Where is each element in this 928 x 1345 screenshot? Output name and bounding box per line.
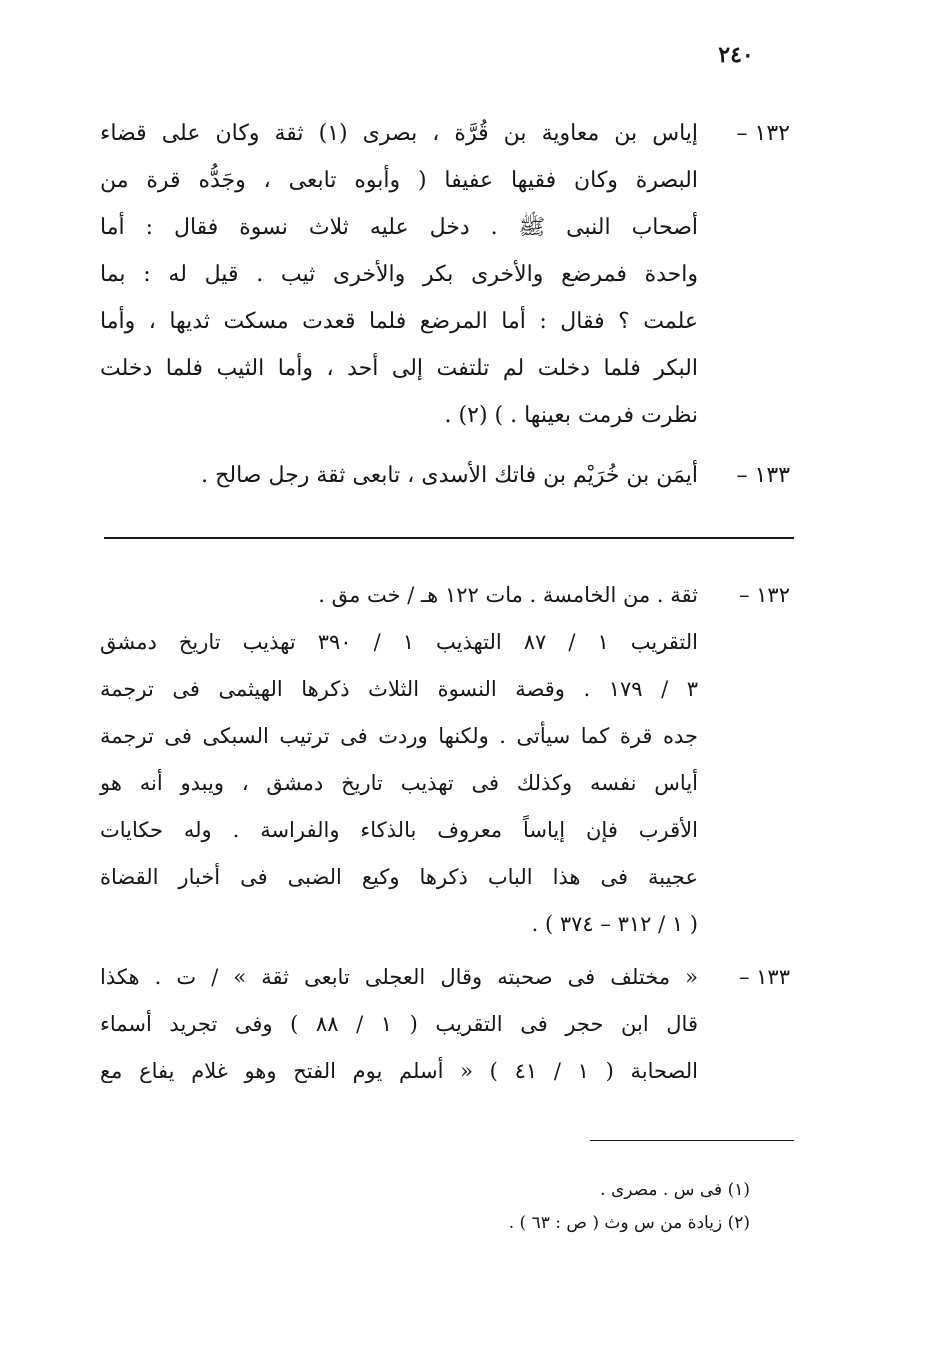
note-number: ١٣٢ – <box>738 583 790 607</box>
note-line: التقريب ١ / ٨٧ التهذيب ١ / ٣٩٠ تهذيب تاريخ دمشق <box>100 630 699 654</box>
note-number: ١٣٣ – <box>738 965 790 989</box>
footnote-2: (٢) زيادة من س وث ( ص : ٦٣ ) . <box>508 1213 750 1233</box>
note-line: الصحابة ( ١ / ٤١ ) « أسلم يوم الفتح وهو غلام يفاع مع <box>100 1059 698 1083</box>
note-line: قال ابن حجر فى التقريب ( ١ / ٨٨ ) وفى تجريد أسماء <box>100 1012 698 1036</box>
note-line: جده قرة كما سيأتى . ولكنها وردت فى ترتيب السبكى فى ترجمة <box>100 724 698 748</box>
section-divider <box>104 537 794 539</box>
entry-line: واحدة فمرضع والأخرى بكر والأخرى ثيب . قيل له : بما <box>100 262 698 287</box>
note-132 <box>100 572 790 948</box>
entry-number: ١٣٢ – <box>736 121 790 146</box>
entry-line: أيمَن بن خُرَيْم بن فاتك الأسدى ، تابعى ثقة رجل صالح . <box>201 463 698 488</box>
note-line: أياس نفسه وكذلك فى تهذيب تاريخ دمشق ، ويبدو أنه هو <box>100 771 698 795</box>
entry-number: ١٣٣ – <box>736 463 790 488</box>
entry-line: نظرت فرمت بعينها . ) (٢) . <box>444 403 698 428</box>
footnote-1: (١) فى س . مصرى . <box>600 1180 750 1200</box>
entry-line: البكر فلما دخلت لم تلتفت إلى أحد ، وأما الثيب فلما دخلت <box>100 356 698 381</box>
note-line: ثقة . من الخامسة . مات ١٢٢ هـ / خت مق . <box>318 583 698 607</box>
page-number: ٢٤٠ <box>718 42 754 68</box>
note-133 <box>100 954 790 1095</box>
note-line: ٣ / ١٧٩ . وقصة النسوة الثلاث ذكرها الهيثمى فى ترجمة <box>100 677 698 701</box>
entry-132 <box>100 110 790 439</box>
note-line: « مختلف فى صحبته وقال العجلى تابعى ثقة » / ت . هكذا <box>100 965 698 989</box>
entry-line: علمت ؟ فقال : أما المرضع فلما قعدت مسكت ثديها ، وأما <box>100 309 698 334</box>
entry-133 <box>100 452 790 499</box>
footnote-divider <box>590 1140 794 1141</box>
note-line: عجيبة فى هذا الباب ذكرها وكيع الضبى فى أخبار القضاة <box>100 865 698 889</box>
note-line: الأقرب فإن إياساً معروف بالذكاء والفراسة . وله حكايات <box>100 818 698 842</box>
note-line: ( ١ / ٣١٢ – ٣٧٤ ) . <box>531 912 698 936</box>
entry-line: البصرة وكان فقيها عفيفا ( وأبوه تابعى ، وجَدُّه قرة من <box>100 168 698 193</box>
entry-line: أصحاب النبى ﷺ . دخل عليه ثلاث نسوة فقال : أما <box>100 215 698 240</box>
entry-line: إياس بن معاوية بن قُرَّة ، بصرى (١) ثقة وكان على قضاء <box>100 121 699 146</box>
